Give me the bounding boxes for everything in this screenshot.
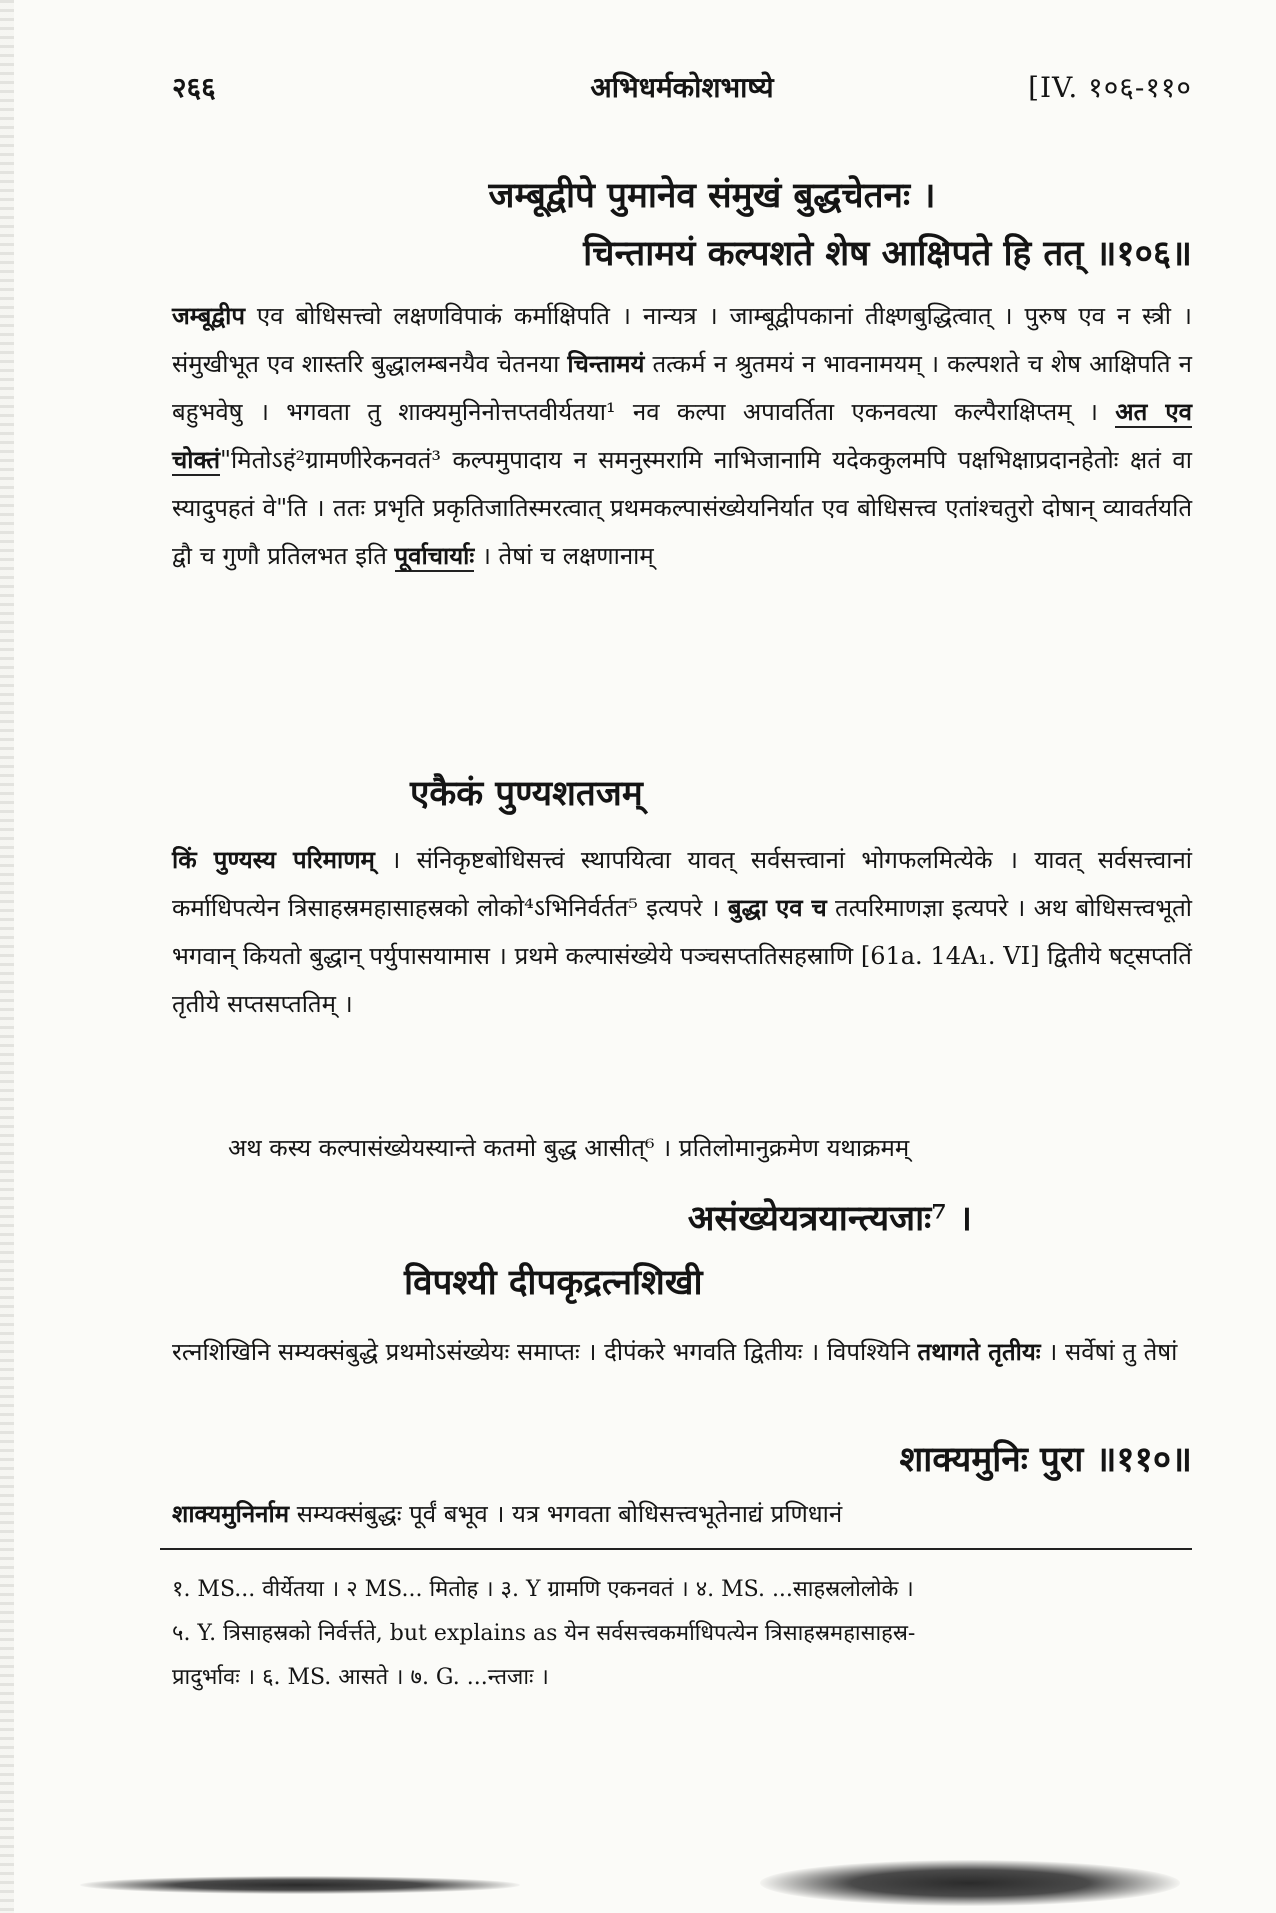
scan-smudge-right: [760, 1860, 1180, 1906]
commentary-text: तत्परिमाणज्ञा इत्यपरे । अथ बोधिसत्त्वभूतो भगवान् कियतो बुद्धान् पर्युपासयामास । प्रथमे कल्पासंख्येये पञ्चसप्ततिसहस्राणि [61a. 14A₁. VI] द्वितीये षट्सप्ततिं तृतीये सप्तसप्ततिम् ।: [172, 894, 1192, 1018]
footnote-line: ५. Y. त्रिसाहस्रको निर्वर्त्तते, but explains as येन सर्वसत्त्वकर्माधिपत्येन त्रिसाहस्रमहासाहस्र-: [172, 1621, 916, 1646]
commentary-text: एव बोधिसत्त्वो लक्षणविपाकं कर्माक्षिपति । नान्यत्र । जाम्बूद्वीपकानां तीक्ष्णबुद्धित्वात् । पुरुष एव न स्त्री । संमुखीभूत एव शास्तरि बुद्धालम्बनयैव चेतनया: [172, 302, 1193, 378]
verse-vipashyi-line: विपश्यी दीपकृद्रत्नशिखी: [404, 1262, 703, 1303]
section-reference: [IV. १०६-११०: [1028, 71, 1192, 104]
commentary-lemma: चिन्तामयं: [567, 349, 645, 378]
verse-asankhyeya: [172, 1190, 1192, 1248]
commentary-109-text: [172, 292, 1192, 580]
verse-ekaikam: [172, 764, 1192, 824]
page-number: २६६: [172, 71, 216, 104]
commentary-lemma: अत एव चोक्तं: [172, 397, 1192, 474]
commentary-109: [172, 292, 1192, 580]
commentary-lemma: तथागते तृतीयः: [917, 1337, 1041, 1366]
commentary-ekaikam-text: [172, 836, 1192, 1028]
commentary-lemma: शाक्यमुनिर्नाम: [172, 1499, 290, 1528]
commentary-lemma: पूर्वाचार्याः: [394, 541, 475, 570]
commentary-lemma: बुद्धा एव च: [727, 893, 827, 922]
commentary-ekaikam: [172, 836, 1192, 1028]
commentary-text: । संनिकृष्टबोधिसत्त्वं स्थापयित्वा यावत् सर्वसत्त्वानां भोगफलमित्येके । यावत् सर्वसत्त्वानां कर्माधिपत्येन त्रिसाहस्रमहासाहस्रको लोको⁴ऽभिनिर्वर्तत⁵ इत्यपरे ।: [172, 846, 1192, 922]
commentary-text: सम्यक्संबुद्धः पूर्वं बभूव । यत्र भगवता बोधिसत्त्वभूतेनाद्यं प्रणिधानं: [289, 1500, 843, 1528]
commentary-vipashyi-text: [172, 1328, 1192, 1376]
commentary-lemma: किं पुण्यस्य परिमाणम्: [172, 845, 375, 874]
commentary-text: तत्कर्म न श्रुतमयं न भावनामयम् । कल्पशते च शेष आक्षिपति न बहुभवेषु । भगवता तु शाक्यमुनिनोत्तप्तवीर्यतया¹ नव कल्पा अपावर्तिता एकनवत्या कल्पैराक्षिप्तम् ।: [172, 350, 1192, 426]
commentary-question-text: अथ कस्य कल्पासंख्येयस्यान्ते कतमो बुद्ध आसीत्⁶ । प्रतिलोमानुक्रमेण यथाक्रमम्: [228, 1134, 910, 1162]
commentary-110-text: [172, 1490, 1192, 1538]
commentary-110: [172, 1490, 1192, 1538]
verse-ekaikam-line: एकैकं पुण्यशतजम्: [410, 773, 643, 814]
commentary-text: । सर्वेषां तु तेषां: [1040, 1338, 1178, 1366]
scan-smudge-left: [80, 1876, 520, 1894]
commentary-text: रत्नशिखिनि सम्यक्संबुद्धे प्रथमोऽसंख्येयः समाप्तः । दीपंकरे भगवति द्वितीयः । विपश्यिनि: [172, 1338, 918, 1366]
running-title: अभिधर्मकोशभाष्ये: [590, 71, 774, 104]
commentary-vipashyi: [172, 1328, 1192, 1376]
footnotes: [172, 1568, 1192, 1700]
verse-109-line-1: जम्बूद्वीपे पुमानेव संमुखं बुद्धचेतनः ।: [488, 175, 936, 216]
commentary-text: "मितोऽहं²ग्रामणीरेकनवतं³ कल्पमुपादाय न समनुस्मरामि नाभिजानामि यदेककुलमपि पक्षभिक्षाप्रदानहेतोः क्षतं वा स्यादुपहतं वे"ति । ततः प्रभृति प्रकृतिजातिस्मरत्वात् प्रथमकल्पासंख्येयनिर्यात एव बोधिसत्त्व एतांश्चतुरो दोषान् व्यावर्तयति द्वौ च गुणौ प्रतिलभत इति: [172, 446, 1192, 570]
footnote-line: प्रादुर्भावः । ६. MS. आसते । ७. G. ...न्तजाः ।: [172, 1665, 549, 1690]
commentary-text: । तेषां च लक्षणानाम्: [474, 542, 654, 570]
footnote-line: १. MS... वीर्येतया । २ MS... मितोह । ३. Y ग्रामणि एकनवतं । ४. MS. ...साहस्रलोलोके ।: [172, 1577, 914, 1602]
verse-109: [172, 168, 1192, 284]
verse-109-line-2: चिन्तामयं कल्पशते शेष आक्षिपते हि तत् ॥१०६॥: [583, 233, 1192, 274]
footnote-rule: [160, 1548, 1192, 1550]
verse-vipashyi: [172, 1254, 1192, 1312]
verse-110: [172, 1432, 1192, 1488]
page-header: [172, 68, 1192, 118]
scan-edge-shadow: [0, 0, 14, 1913]
commentary-lemma: जम्बूद्वीप: [172, 301, 245, 330]
commentary-question: [172, 1124, 1192, 1172]
verse-asankhyeya-line: असंख्येयत्रयान्त्यजाः⁷ ।: [687, 1198, 972, 1239]
verse-110-line: शाक्यमुनिः पुरा ॥११०॥: [899, 1439, 1192, 1480]
